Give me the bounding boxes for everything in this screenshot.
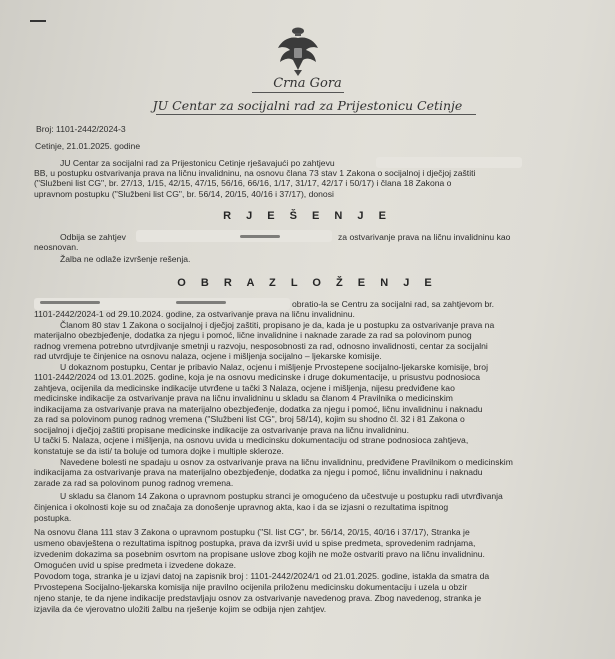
reasoning-line: rad utvrdjuje te činjenice na osnovu nalaza, ocjene i mišljenja socijalno – ljekarske komisije. — [34, 351, 382, 361]
decision-line: Žalba ne odlaže izvršenje rešenja. — [60, 254, 191, 264]
reasoning-line: činjenica i okolnosti koje su od značaja za donošenje upravnog akta, kao i da se izjasni o rezultatima ispitnog — [34, 502, 449, 512]
reasoning-line: Prvostepena Socijalno-ljekarska komisija nije pravilno ocijenila priloženu medicinsku dokumentaciju i uzela u obzir — [34, 582, 468, 592]
reasoning-line: socijalnoj i dječjoj zaštiti propisane medicinske indikacije za ostvarivanje prava na ličnu invalidninu. — [34, 425, 409, 435]
reasoning-line: U tački 5. Nalaza, ocjene i mišljenja, na osnovu uvida u medicinsku dokumentaciju od strane podnosioca zahtjeva, — [34, 435, 469, 445]
decision-heading: R J E Š E N J E — [223, 210, 392, 222]
reasoning-line: U skladu sa članom 14 Zakona o upravnom postupku stranci je omogućeno da učestvuje u postupku radi utvrđivanja — [60, 491, 503, 501]
decision-line-end: za ostvarivanje prava na ličnu invalidninu kao — [338, 232, 511, 242]
intro-line: ("Službeni list CG", br. 27/13, 1/15, 42/15, 47/15, 56/16, 66/16, 1/17, 31/17, 42/17 i 50/17) i člana 18 Zakona o — [34, 178, 452, 188]
decision-line-start: Odbija se zahtjev — [60, 232, 126, 242]
reasoning-line: medicinske indikacije za ostvarivanje prava na ličnu invalidninu u skladu sa članom 4 Pravilnika o medicinskim — [34, 393, 453, 403]
header-country: Crna Gora — [273, 76, 342, 91]
reasoning-heading: O B R A Z L O Ž E N J E — [177, 277, 438, 289]
redaction-applicant-name — [376, 157, 522, 168]
reasoning-line: zahtjeva, ocijenila da medicinske indikacije utvrđene u tački 3 Nalaza, ocjene i mišljenja, nijesu predviđene kao — [34, 383, 455, 393]
header-rule-short — [252, 92, 344, 93]
reasoning-line: materijalno obezbjeđenje, dodatka za njegu i pomoć, lične invalidnine i naknade zarade za rad sa polovinom punog — [34, 330, 472, 340]
document-date: Cetinje, 21.01.2025. godine — [35, 141, 141, 151]
reasoning-line: Povodom toga, stranka je u izjavi datoj na zapisnik broj : 1101-2442/2024/1 od 21.01.2025. godine, istakla da smatra da — [34, 571, 490, 581]
corner-dash-mark — [30, 20, 46, 22]
reasoning-line: izvedenim dokazima sa posebnim osvrtom na propisane uslove zbog kojih ne može ostvariti pravo na ličnu invalidninu. — [34, 549, 485, 559]
reasoning-line: 1101-2442/2024-1 od 29.10.2024. godine, za ostvarivanje prava na ličnu invalidninu. — [34, 309, 355, 319]
reasoning-line: 1101-2442/2024 od 13.01.2025. godine, koja je na osnovu medicinske i druge dokumentacije, u prisustvu podnosioca — [34, 372, 481, 382]
redaction-smudge — [40, 301, 100, 304]
reasoning-line: indikacijama za ostvarivanje prava na materijalno obezbjeđenje, dodatka za njegu i pomoć, ličnu invalidninu i naknadu — [34, 467, 483, 477]
reasoning-line: za rad sa polovinom punog radnog vremena ("Službeni list CG", broj 58/14), kojim su shodno čl. 32 i 81 Zakona o — [34, 414, 465, 424]
coat-of-arms-icon — [276, 26, 320, 78]
intro-line: JU Centar za socijalni rad za Prijestonicu Cetinje rješavajući po zahtjevu — [60, 158, 335, 168]
reasoning-line: U dokaznom postupku, Centar je pribavio Nalaz, ocjenu i mišljenje Prvostepene socijalno-ljekarske komisije, broj — [60, 362, 488, 372]
reasoning-line: usmeno obavještena o rezultatima ispitnog postupka, prava da izvrši uvid u spise predmeta, sprovedenim radnjama, — [34, 538, 476, 548]
document-number: Broj: 1101-2442/2024-3 — [36, 124, 126, 134]
reasoning-line: Omogućen uvid u spise predmeta i izvedene dokaze. — [34, 560, 237, 570]
reasoning-line: postupka. — [34, 513, 72, 523]
decision-line: neosnovan. — [34, 242, 79, 252]
reasoning-line: konstatuje se da isti/ ta boluje od tumora dojke i multiple skleroze. — [34, 446, 284, 456]
reasoning-line: Članom 80 stav 1 Zakona o socijalnoj i dječjoj zaštiti, propisano je da, kada je u postupku za ostvarivanje prava na — [60, 320, 495, 330]
header-rule-long — [156, 114, 476, 115]
redaction-smudge — [240, 235, 280, 238]
reasoning-line: Na osnovu člana 111 stav 3 Zakona o upravnom postupku ("Sl. list CG", br. 56/14, 20/15, 40/16 i 37/17), Stranka je — [34, 527, 470, 537]
redaction-smudge — [176, 301, 226, 304]
reasoning-line: zarade za rad sa polovinom punog radnog vremena. — [34, 478, 234, 488]
reasoning-line: izjavila da će vjerovatno uložiti žalbu na rješenje kojim se odbija njen zahtjev. — [34, 604, 327, 614]
reasoning-line: obratio-la se Centru za socijalni rad, sa zahtjevom br. — [292, 299, 495, 309]
intro-line: BB, u postupku ostvarivanja prava na ličnu invalidninu, na osnovu člana 73 stav 1 Zakona o socijalnoj i dječjoj zaštiti — [34, 168, 476, 178]
reasoning-line: njeno stanje, te da njene indikacije predstavljaju osnov za ostvarivanje navedenog prava. Zbog navedenog, stranka je — [34, 593, 482, 603]
header-institution: JU Centar za socijalni rad za Prijestonicu Cetinje — [152, 98, 463, 113]
reasoning-line: Navedene bolesti ne spadaju u osnov za ostvarivanje prava na ličnu invalidninu, predviđene Pravilnikom o medicinskim — [60, 457, 513, 467]
reasoning-line: indikacijama za ostvarivanje prava na materijalno obezbjeđenje, dodatka za njegu i pomoć, ličnu invalidninu i naknadu — [34, 404, 483, 414]
intro-line: upravnom postupku ("Službeni list CG", br. 56/14, 20/15, 40/16 i 37/17), donosi — [34, 189, 334, 199]
reasoning-line: radnog vremena potrebno utvrdjivanje smetnji u razvoju, nesposobnosti za rad, odnosno invalidnosti, centar za socijalni — [34, 341, 488, 351]
redaction-applicant-name — [136, 230, 332, 242]
